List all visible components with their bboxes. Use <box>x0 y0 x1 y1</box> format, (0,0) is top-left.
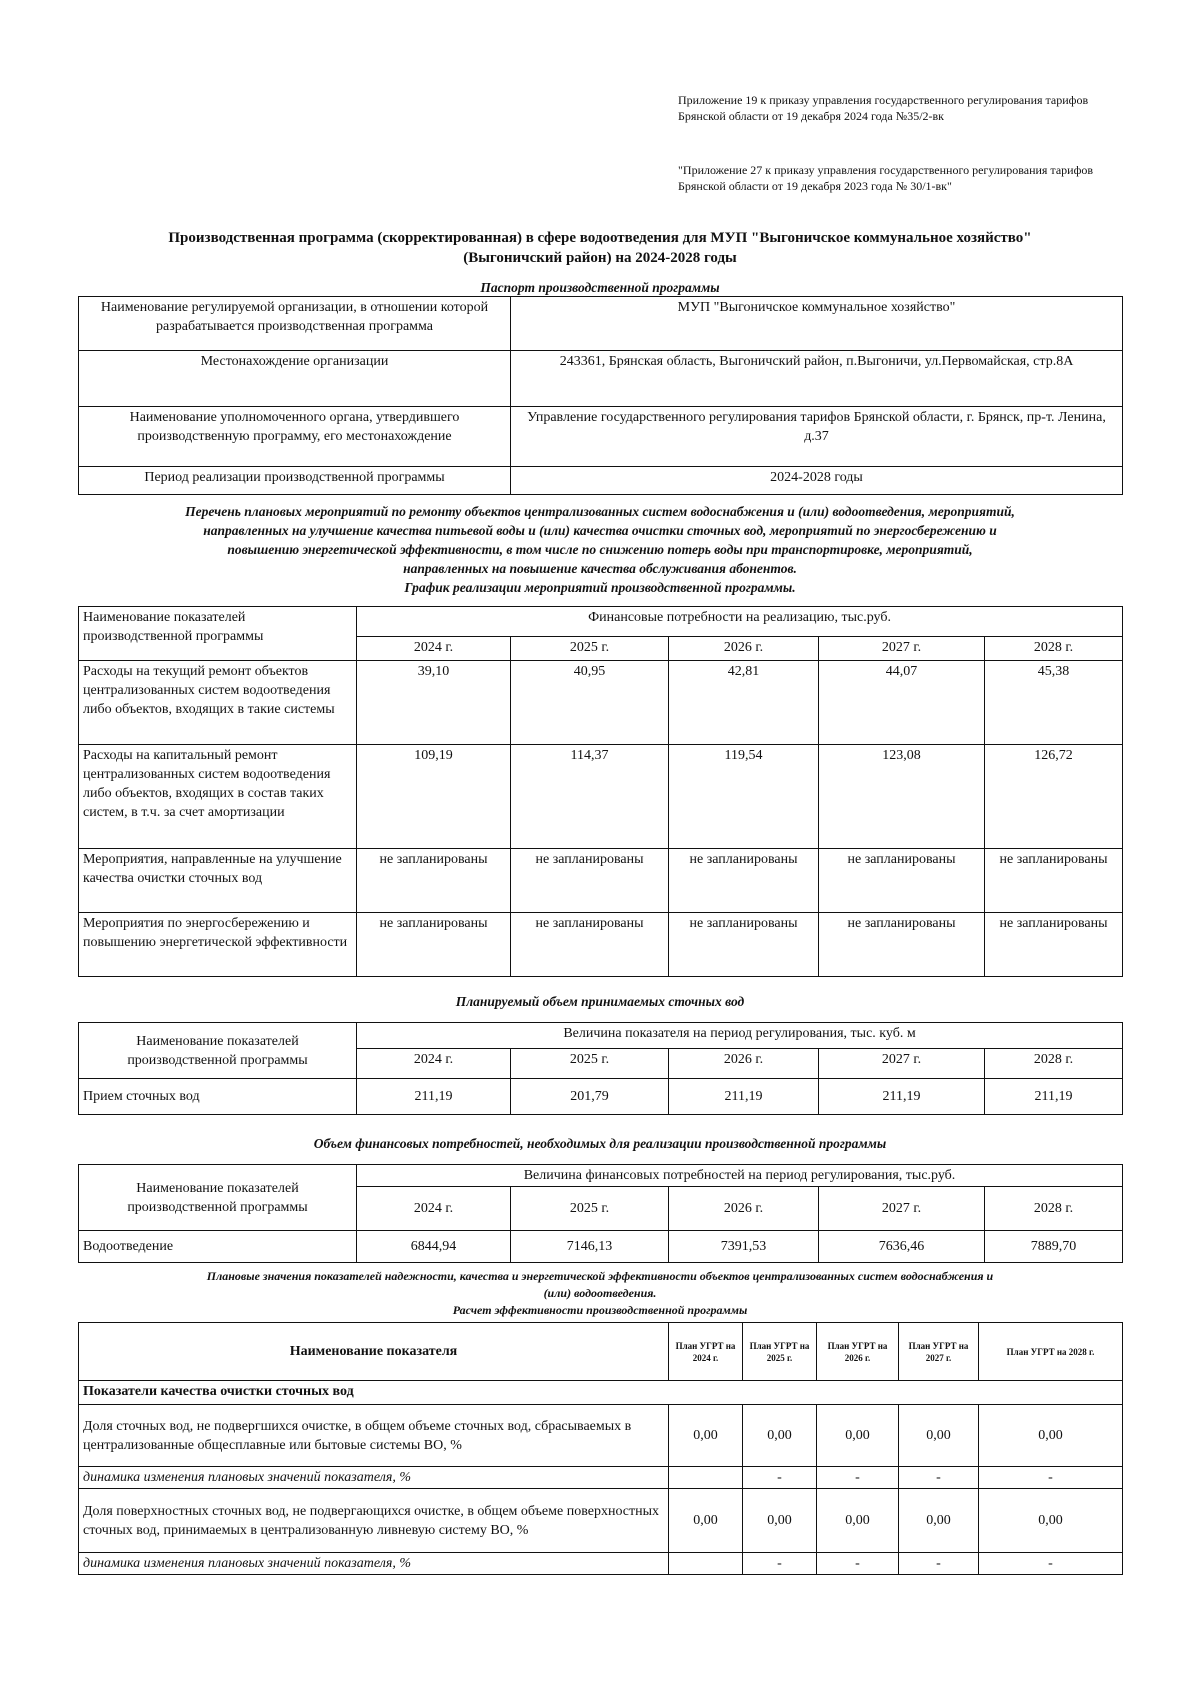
caption-line: Расчет эффективности производственной программы <box>452 1303 748 1317</box>
table-row <box>79 849 1123 913</box>
row-label: динамика изменения плановых значений показателя, % <box>79 1467 669 1489</box>
indicator-col-header: Наименование показателя <box>79 1323 669 1381</box>
row-label: Доля поверхностных сточных вод, не подвергающихся очистке, в общем объеме поверхностных сточных вод, принимаемых в централизованную ливневую систему ВО, % <box>79 1489 669 1553</box>
passport-table <box>78 296 1123 495</box>
cell-value: - <box>979 1553 1123 1575</box>
year-header: 2028 г. <box>985 637 1123 661</box>
cell-value: не запланированы <box>511 849 669 913</box>
plan-header: План УГРТ на 2025 г. <box>743 1323 817 1381</box>
cell-value: 0,00 <box>899 1405 979 1467</box>
measures-caption <box>78 502 1122 597</box>
cell-value: не запланированы <box>985 849 1123 913</box>
appendix-note-2024: Приложение 19 к приказу управления государственного регулирования тарифов Брянской области от 19 декабря 2024 года №35/2-вк <box>678 93 1089 123</box>
table-row <box>79 913 1123 977</box>
year-header: 2027 г. <box>819 1187 985 1231</box>
caption-line: повышению энергетической эффективности, в том числе по снижению потерь воды при транспортировке, мероприятий, <box>227 542 973 557</box>
section-header: Показатели качества очистки сточных вод <box>79 1381 1123 1405</box>
volume-table <box>78 1022 1123 1115</box>
cell-value: 42,81 <box>669 661 819 745</box>
cell-value: 7391,53 <box>669 1231 819 1263</box>
cell-value: 40,95 <box>511 661 669 745</box>
cell-value: 7146,13 <box>511 1231 669 1263</box>
passport-label: Период реализации производственной программы <box>79 467 511 495</box>
cell-value: не запланированы <box>819 849 985 913</box>
plan-header: План УГРТ на 2026 г. <box>817 1323 899 1381</box>
cell-value: не запланированы <box>985 913 1123 977</box>
passport-label: Наименование регулируемой организации, в отношении которой разрабатывается производственная программа <box>79 297 511 351</box>
cell-value: 123,08 <box>819 745 985 849</box>
passport-value: 2024-2028 годы <box>511 467 1123 495</box>
caption-line: Перечень плановых мероприятий по ремонту объектов централизованных систем водоснабжения и (или) водоотведения, мероприятий, <box>185 504 1015 519</box>
cell-value: 114,37 <box>511 745 669 849</box>
table-row <box>79 1553 1123 1575</box>
passport-row <box>79 351 1123 407</box>
cell-value: не запланированы <box>669 849 819 913</box>
finance-group-header: Величина финансовых потребностей на период регулирования, тыс.руб. <box>357 1165 1123 1187</box>
cell-value: 44,07 <box>819 661 985 745</box>
cell-value <box>669 1467 743 1489</box>
passport-label: Местонахождение организации <box>79 351 511 407</box>
cell-value: 0,00 <box>817 1489 899 1553</box>
cell-value: 0,00 <box>669 1405 743 1467</box>
year-header: 2025 г. <box>511 1049 669 1079</box>
row-label: динамика изменения плановых значений показателя, % <box>79 1553 669 1575</box>
year-header: 2024 г. <box>357 1187 511 1231</box>
year-header: 2024 г. <box>357 637 511 661</box>
table-row <box>79 1489 1123 1553</box>
table-row <box>79 661 1123 745</box>
cell-value: 0,00 <box>979 1489 1123 1553</box>
cell-value: - <box>743 1553 817 1575</box>
cell-value: 211,19 <box>819 1079 985 1115</box>
row-label: Расходы на капитальный ремонт централизованных систем водоотведения либо объектов, входящих в состав таких систем, в т.ч. за счет амортизации <box>79 745 357 849</box>
year-header: 2027 г. <box>819 1049 985 1079</box>
passport-row <box>79 407 1123 467</box>
cell-value: 201,79 <box>511 1079 669 1115</box>
cell-value: 0,00 <box>743 1489 817 1553</box>
year-header: 2026 г. <box>669 637 819 661</box>
row-label: Водоотведение <box>79 1231 357 1263</box>
cell-value: 0,00 <box>979 1405 1123 1467</box>
cell-value: 0,00 <box>669 1489 743 1553</box>
cell-value <box>669 1553 743 1575</box>
cell-value: не запланированы <box>511 913 669 977</box>
caption-line: График реализации мероприятий производственной программы. <box>404 580 796 595</box>
row-label: Мероприятия по энергосбережению и повышению энергетической эффективности <box>79 913 357 977</box>
document-title <box>80 228 1120 268</box>
finance-caption: Объем финансовых потребностей, необходимых для реализации производственной программы <box>313 1136 887 1151</box>
cell-value: 211,19 <box>985 1079 1123 1115</box>
table-row <box>79 1467 1123 1489</box>
plan-header: План УГРТ на 2024 г. <box>669 1323 743 1381</box>
table-row <box>79 1231 1123 1263</box>
cell-value: 126,72 <box>985 745 1123 849</box>
row-label: Прием сточных вод <box>79 1079 357 1115</box>
year-header: 2026 г. <box>669 1049 819 1079</box>
measures-group-header: Финансовые потребности на реализацию, тыс.руб. <box>357 607 1123 637</box>
title-line-2: (Выгоничский район) на 2024-2028 годы <box>463 250 737 266</box>
cell-value: 109,19 <box>357 745 511 849</box>
cell-value: - <box>979 1467 1123 1489</box>
volume-caption: Планируемый объем принимаемых сточных вод <box>455 994 745 1009</box>
appendix-note-2023: "Приложение 27 к приказу управления государственного регулирования тарифов Брянской области от 19 декабря 2023 года № 30/1-вк" <box>678 163 1094 193</box>
row-label: Мероприятия, направленные на улучшение качества очистки сточных вод <box>79 849 357 913</box>
year-header: 2026 г. <box>669 1187 819 1231</box>
title-line-1: Производственная программа (скорректированная) в сфере водоотведения для МУП "Выгоничское коммунальное хозяйство" <box>168 230 1032 246</box>
cell-value: 211,19 <box>357 1079 511 1115</box>
plan-header: План УГРТ на 2027 г. <box>899 1323 979 1381</box>
cell-value: 45,38 <box>985 661 1123 745</box>
indicators-table <box>78 1322 1123 1575</box>
cell-value: - <box>817 1553 899 1575</box>
passport-caption: Паспорт производственной программы <box>480 280 720 295</box>
cell-value: 0,00 <box>817 1405 899 1467</box>
year-header: 2025 г. <box>511 637 669 661</box>
cell-value: 119,54 <box>669 745 819 849</box>
cell-value: 6844,94 <box>357 1231 511 1263</box>
cell-value: не запланированы <box>357 849 511 913</box>
passport-row <box>79 467 1123 495</box>
cell-value: не запланированы <box>669 913 819 977</box>
volume-col-header: Наименование показателей производственной программы <box>79 1023 357 1079</box>
finance-col-header: Наименование показателей производственной программы <box>79 1165 357 1231</box>
passport-value: 243361, Брянская область, Выгоничский район, п.Выгоничи, ул.Первомайская, стр.8А <box>511 351 1123 407</box>
passport-value: Управление государственного регулирования тарифов Брянской области, г. Брянск, пр-т. Ленина, д.37 <box>511 407 1123 467</box>
indicators-caption <box>78 1268 1122 1319</box>
year-header: 2025 г. <box>511 1187 669 1231</box>
row-label: Доля сточных вод, не подвергшихся очистке, в общем объеме сточных вод, сбрасываемых в централизованные общесплавные или бытовые системы ВО, % <box>79 1405 669 1467</box>
cell-value: не запланированы <box>357 913 511 977</box>
cell-value: 7636,46 <box>819 1231 985 1263</box>
year-header: 2028 г. <box>985 1187 1123 1231</box>
year-header: 2027 г. <box>819 637 985 661</box>
cell-value: 7889,70 <box>985 1231 1123 1263</box>
cell-value: не запланированы <box>819 913 985 977</box>
year-header: 2024 г. <box>357 1049 511 1079</box>
caption-line: Плановые значения показателей надежности, качества и энергетической эффективности объектов централизованных систем водоснабжения и <box>206 1269 994 1283</box>
cell-value: 0,00 <box>743 1405 817 1467</box>
cell-value: 0,00 <box>899 1489 979 1553</box>
passport-row <box>79 297 1123 351</box>
cell-value: 39,10 <box>357 661 511 745</box>
measures-table <box>78 606 1123 977</box>
table-row <box>79 1079 1123 1115</box>
caption-line: направленных на улучшение качества питьевой воды и (или) качества очистки сточных вод, мероприятий по энергосбережению и <box>203 523 997 538</box>
measures-col-header: Наименование показателей производственной программы <box>79 607 357 661</box>
cell-value: 211,19 <box>669 1079 819 1115</box>
cell-value: - <box>899 1553 979 1575</box>
cell-value: - <box>743 1467 817 1489</box>
table-row <box>79 745 1123 849</box>
finance-table <box>78 1164 1123 1263</box>
cell-value: - <box>817 1467 899 1489</box>
year-header: 2028 г. <box>985 1049 1123 1079</box>
passport-label: Наименование уполномоченного органа, утвердившего производственную программу, его местонахождение <box>79 407 511 467</box>
volume-group-header: Величина показателя на период регулирования, тыс. куб. м <box>357 1023 1123 1049</box>
row-label: Расходы на текущий ремонт объектов централизованных систем водоотведения либо объектов, входящих в такие системы <box>79 661 357 745</box>
cell-value: - <box>899 1467 979 1489</box>
passport-value: МУП "Выгоничское коммунальное хозяйство" <box>511 297 1123 351</box>
table-row <box>79 1405 1123 1467</box>
plan-header: План УГРТ на 2028 г. <box>979 1323 1123 1381</box>
caption-line: (или) водоотведения. <box>543 1286 657 1300</box>
caption-line: направленных на повышение качества обслуживания абонентов. <box>403 561 797 576</box>
